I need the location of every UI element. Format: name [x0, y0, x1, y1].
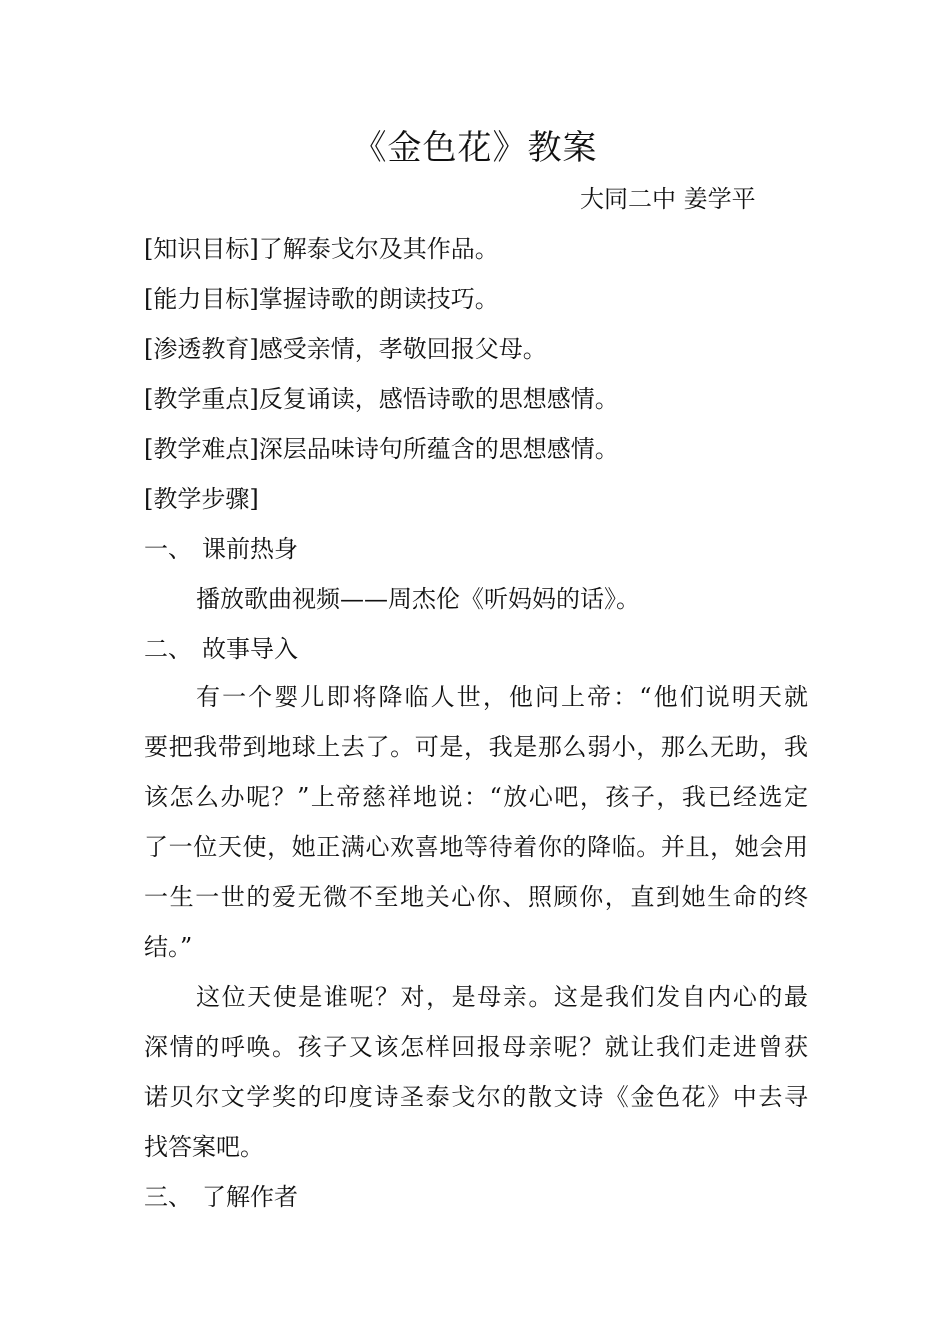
objective-tag: [知识目标] — [144, 235, 259, 263]
objective-steps — [144, 482, 259, 516]
objective-tag: [教学重点] — [144, 385, 259, 413]
section-title: 课前热身 — [202, 535, 298, 563]
objective-education — [144, 332, 547, 366]
objective-text: 了解泰戈尔及其作品。 — [258, 235, 499, 263]
objective-key-point — [144, 382, 619, 416]
author-line: 大同二中 姜学平 — [580, 185, 756, 213]
angel-paragraph — [144, 972, 808, 1172]
paragraph-line: 找答案吧。 — [144, 1133, 264, 1161]
objective-tag: [教学步骤] — [144, 485, 259, 513]
section-number: 一、 — [144, 535, 192, 563]
objective-tag: [能力目标] — [144, 285, 259, 313]
section-title: 故事导入 — [202, 635, 298, 663]
paragraph-line: 该怎么办呢？”上帝慈祥地说：“放心吧，孩子，我已经选定 — [144, 783, 808, 811]
paragraph-line: 诺贝尔文学奖的印度诗圣泰戈尔的散文诗《金色花》中去寻 — [144, 1083, 808, 1111]
objective-difficulty — [144, 432, 619, 466]
warmup-text: 播放歌曲视频——周杰伦《听妈妈的话》。 — [196, 585, 640, 613]
paragraph-line: 深情的呼唤。孩子又该怎样回报母亲呢？就让我们走进曾获 — [144, 1033, 808, 1061]
objective-text: 深层品味诗句所蕴含的思想感情。 — [258, 435, 619, 463]
objective-text: 掌握诗歌的朗读技巧。 — [258, 285, 499, 313]
section-title: 了解作者 — [202, 1183, 298, 1211]
section-number: 三、 — [144, 1183, 192, 1211]
paragraph-line: 这位天使是谁呢？对，是母亲。这是我们发自内心的最 — [196, 983, 808, 1011]
objective-text: 反复诵读，感悟诗歌的思想感情。 — [258, 385, 619, 413]
objective-knowledge — [144, 232, 499, 266]
section-heading-3 — [144, 1180, 298, 1214]
paragraph-line: 要把我带到地球上去了。可是，我是那么弱小，那么无助，我 — [144, 733, 808, 761]
paragraph-line: 有一个婴儿即将降临人世，他问上帝：“他们说明天就 — [196, 683, 808, 711]
document-title: 《金色花》教案 — [352, 128, 598, 168]
paragraph-line: 了一位天使，她正满心欢喜地等待着你的降临。并且，她会用 — [144, 833, 808, 861]
objective-tag: [渗透教育] — [144, 335, 259, 363]
paragraph-line: 一生一世的爱无微不至地关心你、照顾你，直到她生命的终 — [144, 883, 808, 911]
section-heading-2 — [144, 632, 298, 666]
objective-tag: [教学难点] — [144, 435, 259, 463]
section-number: 二、 — [144, 635, 192, 663]
objective-text: 感受亲情，孝敬回报父母。 — [258, 335, 547, 363]
section-heading-1 — [144, 532, 298, 566]
paragraph-line: 结。” — [144, 933, 193, 961]
story-paragraph — [144, 672, 808, 972]
objective-ability — [144, 282, 499, 316]
